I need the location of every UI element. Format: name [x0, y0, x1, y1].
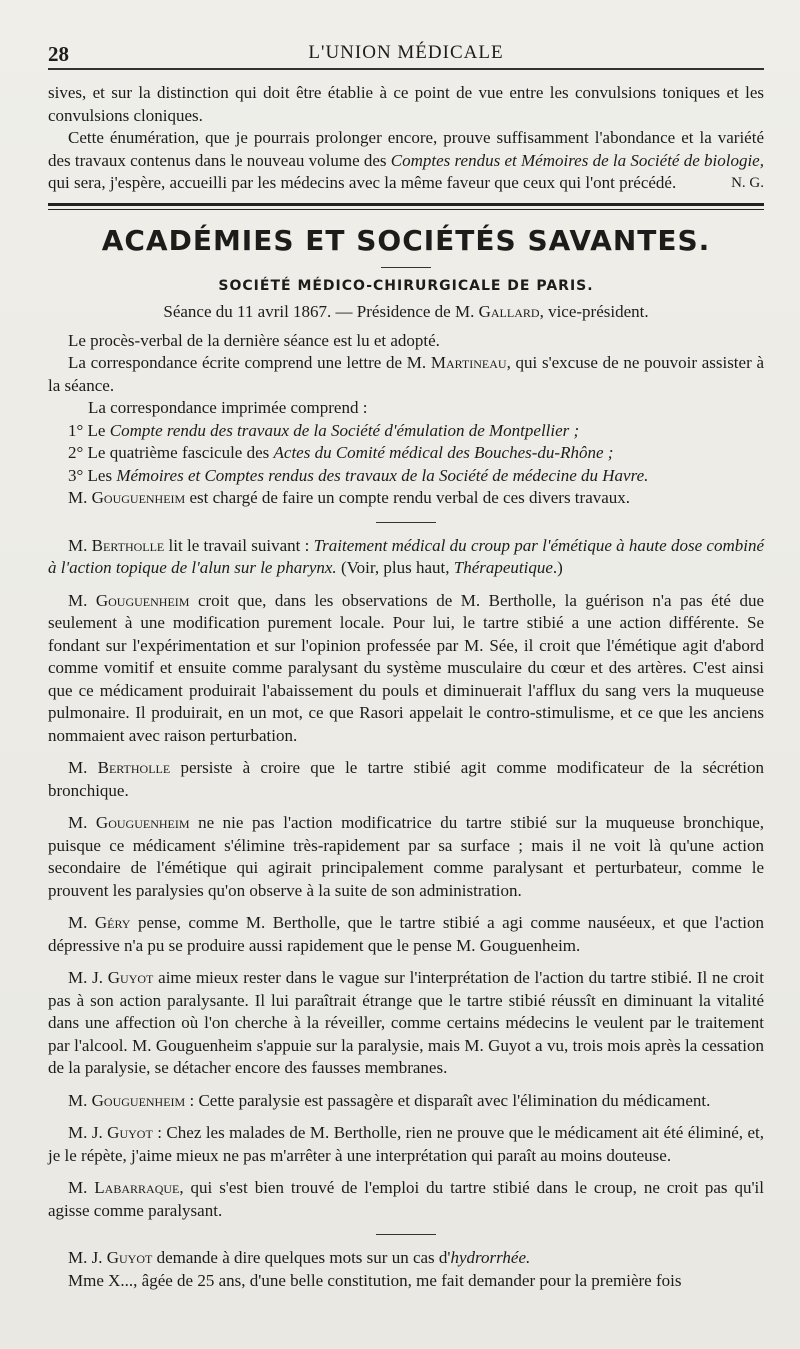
text: M. [68, 1178, 95, 1197]
spacer [48, 902, 764, 912]
spacer [48, 1112, 764, 1122]
separator [376, 522, 436, 523]
text: persiste à croire que le tartre stibié agit comme modificateur de la sécrétion bronchique. [48, 758, 764, 800]
item-title: Compte rendu des travaux de la Société d'émulation de Montpellier ; [109, 420, 580, 440]
spacer [48, 802, 764, 812]
page-number: 28 [48, 42, 69, 66]
person-name: Géry [94, 913, 131, 932]
list-item [48, 465, 764, 488]
person-name: Guyot [107, 968, 154, 987]
text: La correspondance écrite comprend une lettre de M. [68, 353, 431, 372]
intro-paragraph-2 [48, 127, 764, 195]
section-divider [48, 203, 764, 210]
person-name: Gouguenheim [95, 813, 190, 832]
spacer [48, 747, 764, 757]
spacer [48, 580, 764, 590]
spacer [48, 957, 764, 967]
short-divider [381, 267, 431, 268]
text: demande à dire quelques mots sur un cas d' [152, 1248, 451, 1267]
text: M. [68, 590, 96, 610]
seance-text: Séance du 11 avril 1867. — Présidence de M. [163, 301, 479, 321]
separator [376, 1234, 436, 1235]
text: M. [68, 758, 98, 777]
text: (Voir, plus haut, [336, 558, 454, 577]
intro-block [48, 82, 764, 195]
item-prefix: 1° Le [68, 420, 110, 440]
written-correspondence [48, 352, 764, 397]
text: , qui s'est bien trouvé de l'emploi du tartre stibié dans le croup, ne croit pas qu'il agisse comme paralysant. [48, 1178, 764, 1220]
report-assignment [48, 487, 764, 510]
list-item [48, 420, 764, 443]
president-name: Gallard [478, 301, 540, 321]
text: est chargé de faire un compte rendu verbal de ces divers travaux. [185, 488, 631, 507]
discussion-paragraph [48, 1177, 764, 1222]
text: M. J. [68, 1123, 108, 1142]
text: croit que, dans les observations de M. Bertholle, la guérison n'a pas été due seulement à une modification purement locale. Pour lui, le tartre stibié a une action différente. Se fondant sur l'expérimentation et sur l'opinion professée par M. Sée, il croit que l'émétique agit d'abord comme vomitif et ensuite comme paralysant du système musculaire du cœur et des artères. C'est ainsi que ce médicament produirait l'abaissement du pouls et diminuerait l'afflux du sang vers la muqueuse pulmonaire. Il produirait, en un mot, ce que Rasori appelait le contro-stimulisme, et ce que les anciens nommaient avec raison perturbation. [48, 590, 764, 745]
discussion-paragraph [48, 535, 764, 580]
item-title: Actes du Comité médical des Bouches-du-Rhône ; [273, 443, 614, 462]
text: M. [68, 535, 92, 555]
text: M. J. [68, 1248, 107, 1267]
item-prefix: 2° Le quatrième fascicule des [68, 443, 274, 462]
item-title: Mémoires et Comptes rendus des travaux de la Société de médecine du Havre. [116, 465, 649, 485]
person-name: Guyot [107, 1123, 153, 1142]
intro-paragraph-1: sives, et sur la distinction qui doit être établie à ce point de vue entre les convulsions toniques et les convulsions cloniques. [48, 83, 764, 125]
text: , qui s'excuse de ne pouvoir assister à la séance. [48, 353, 764, 395]
text: : Cette paralysie est passagère et disparaît avec l'élimination du médicament. [185, 1090, 711, 1110]
discussion-paragraph [48, 1090, 764, 1113]
discussion-paragraph [48, 812, 764, 902]
text: M. [68, 488, 92, 507]
intro-text-end: qui sera, j'espère, accueilli par les médecins avec la même faveur que ceux qui l'ont précédé. [48, 173, 677, 192]
work-title: Traitement médical du croup par l'émétique à haute dose combiné à l'action topique de l'alun sur le pharynx. [48, 535, 764, 577]
publication-title: Comptes rendus et Mémoires de la Société de biologie, [390, 150, 764, 170]
discussion-paragraph [48, 757, 764, 802]
minutes-pv: Le procès-verbal de la dernière séance est lu et adopté. [68, 330, 440, 350]
reference: Thérapeutique [453, 558, 553, 577]
item-prefix: 3° Les [68, 465, 117, 485]
person-name: Bertholle [97, 758, 171, 777]
text: lit le travail suivant : [164, 535, 314, 555]
discussion-paragraph [48, 967, 764, 1080]
intro-text: Cette énumération, que je pourrais prolonger encore, prouve suffisamment l'abondance et la variété des travaux contenus dans le nouveau volume des [48, 128, 764, 170]
text: : Chez les malades de M. Bertholle, rien ne prouve que le médicament ait été éliminé, et, je le répète, j'aime mieux ne pas m'arrêter à une interprétation qui paraît au moins douteuse. [48, 1123, 764, 1165]
text: M. J. [68, 968, 108, 987]
text: aime mieux rester dans le vague sur l'interprétation de l'action du tartre stibié. Il ne croit pas à son action paralysante. Il lui paraîtrait étrange que le tartre stibié réussît en diminuant la vitalité dans une affection où l'on cherche à la réveiller, comme certains médecins le veulent par le traitement par l'alcool. M. Gouguenheim s'appuie sur la paralysie, mais M. Guyot a vu, trois mois après la cessation de la paralysie, se détacher encore des fausses membranes. [48, 968, 764, 1077]
section-title: ACADÉMIES ET SOCIÉTÉS SAVANTES. [101, 223, 711, 257]
person-name: Gouguenheim [91, 488, 186, 507]
discussion-paragraph [48, 1122, 764, 1167]
society-heading: SOCIÉTÉ MÉDICO-CHIRURGICALE DE PARIS. [218, 277, 594, 294]
discussion-paragraph [48, 912, 764, 957]
person-name: Martineau [430, 353, 507, 372]
case-intro [48, 1247, 764, 1270]
person-name: Gouguenheim [91, 1090, 186, 1110]
text: M. [68, 1090, 92, 1110]
running-title: L'UNION MÉDICALE [308, 42, 504, 63]
person-name: Gouguenheim [95, 590, 190, 610]
text: M. [68, 913, 95, 932]
case-first-line: Mme X..., âgée de 25 ans, d'une belle constitution, me fait demander pour la première fois [68, 1270, 682, 1290]
text: M. [68, 813, 96, 832]
seance-line [48, 302, 764, 322]
case-topic: hydrorrhée. [450, 1248, 531, 1267]
discussion-paragraph [48, 590, 764, 748]
person-name: Guyot [106, 1248, 153, 1267]
text: ne nie pas l'action modificatrice du tartre stibié sur la muqueuse bronchique, puisque ce médicament s'élimine très-rapidement par sa surface ; mais il ne voit là qu'une action secondaire de l'émétique qui agirait principalement comme paralysant et perturbateur, comme le prouvent les paralysies qu'on observe à la suite de son administration. [48, 813, 764, 900]
spacer [48, 1080, 764, 1090]
printed-correspondence: La correspondance imprimée comprend : [88, 398, 368, 417]
seance-text-end: , vice-président. [539, 301, 649, 321]
page-header [48, 34, 764, 70]
text: .) [552, 558, 563, 577]
person-name: Labarraque [94, 1178, 180, 1197]
list-item [48, 442, 764, 465]
author-signature: N. G. [731, 175, 764, 191]
person-name: Bertholle [91, 535, 165, 555]
spacer [48, 1167, 764, 1177]
text: pense, comme M. Bertholle, que le tartre stibié a agi comme nauséeux, et que l'action dépressive n'a pu se produire aussi rapidement que le pense M. Gouguenheim. [48, 913, 764, 955]
